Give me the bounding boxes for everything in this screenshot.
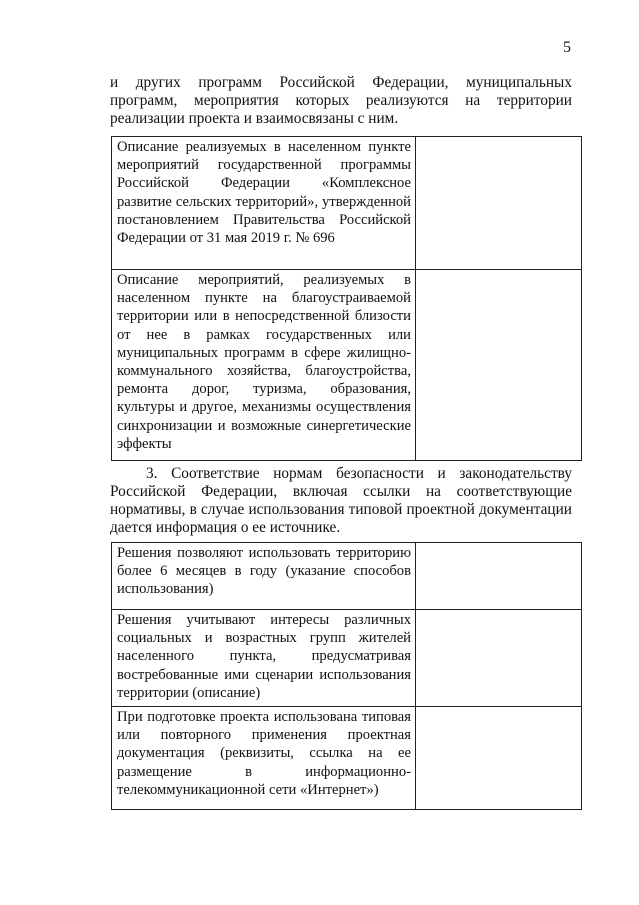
table-cell-description: Решения позволяют использовать территорию более 6 месяцев в году (указание способов использования): [112, 543, 416, 610]
safety-compliance-table: [111, 542, 582, 810]
program-activities-table: [111, 136, 582, 461]
table-cell-description: Описание мероприятий, реализуемых в населенном пункте на благоустраиваемой территории или в непосредственной близости от нее в рамках государственных или муниципальных программ в сфере жилищно-коммунального хозяйства, благоустройства, ремонта дорог, туризма, образования, культуры и другое, механизмы осуществления синхронизации и возможные синергетические эффекты: [112, 270, 416, 461]
table-row: [112, 707, 582, 810]
table-row: [112, 543, 582, 610]
table-cell-value: [416, 610, 582, 707]
table-cell-description: Описание реализуемых в населенном пункте мероприятий государственной программы Российской Федерации «Комплексное развитие сельских территорий», утвержденной постановлением Правительства Российской Федерации от 31 мая 2019 г. № 696: [112, 137, 416, 270]
page-number: 5: [563, 39, 571, 56]
table-cell-description: При подготовке проекта использована типовая или повторного применения проектная документация (реквизиты, ссылка на ее размещение в информационно-телекоммуникационной сети «Интернет»): [112, 707, 416, 810]
intro-paragraph: и других программ Российской Федерации, муниципальных программ, мероприятия которых реализуются на территории реализации проекта и взаимосвязаны с ним.: [110, 74, 572, 127]
section-3-paragraph: 3. Соответствие нормам безопасности и законодательству Российской Федерации, включая ссылки на соответствующие нормативы, в случае использования типовой проектной документации дается информация о ее источнике.: [110, 465, 572, 536]
table-cell-value: [416, 543, 582, 610]
table-cell-description: Решения учитывают интересы различных социальных и возрастных групп жителей населенного пункта, предусматривая востребованные ими сценарии использования территории (описание): [112, 610, 416, 707]
table-row: [112, 610, 582, 707]
table-row: [112, 137, 582, 270]
table-cell-value: [416, 707, 582, 810]
table-cell-value: [416, 137, 582, 270]
table-cell-value: [416, 270, 582, 461]
table-row: [112, 270, 582, 461]
